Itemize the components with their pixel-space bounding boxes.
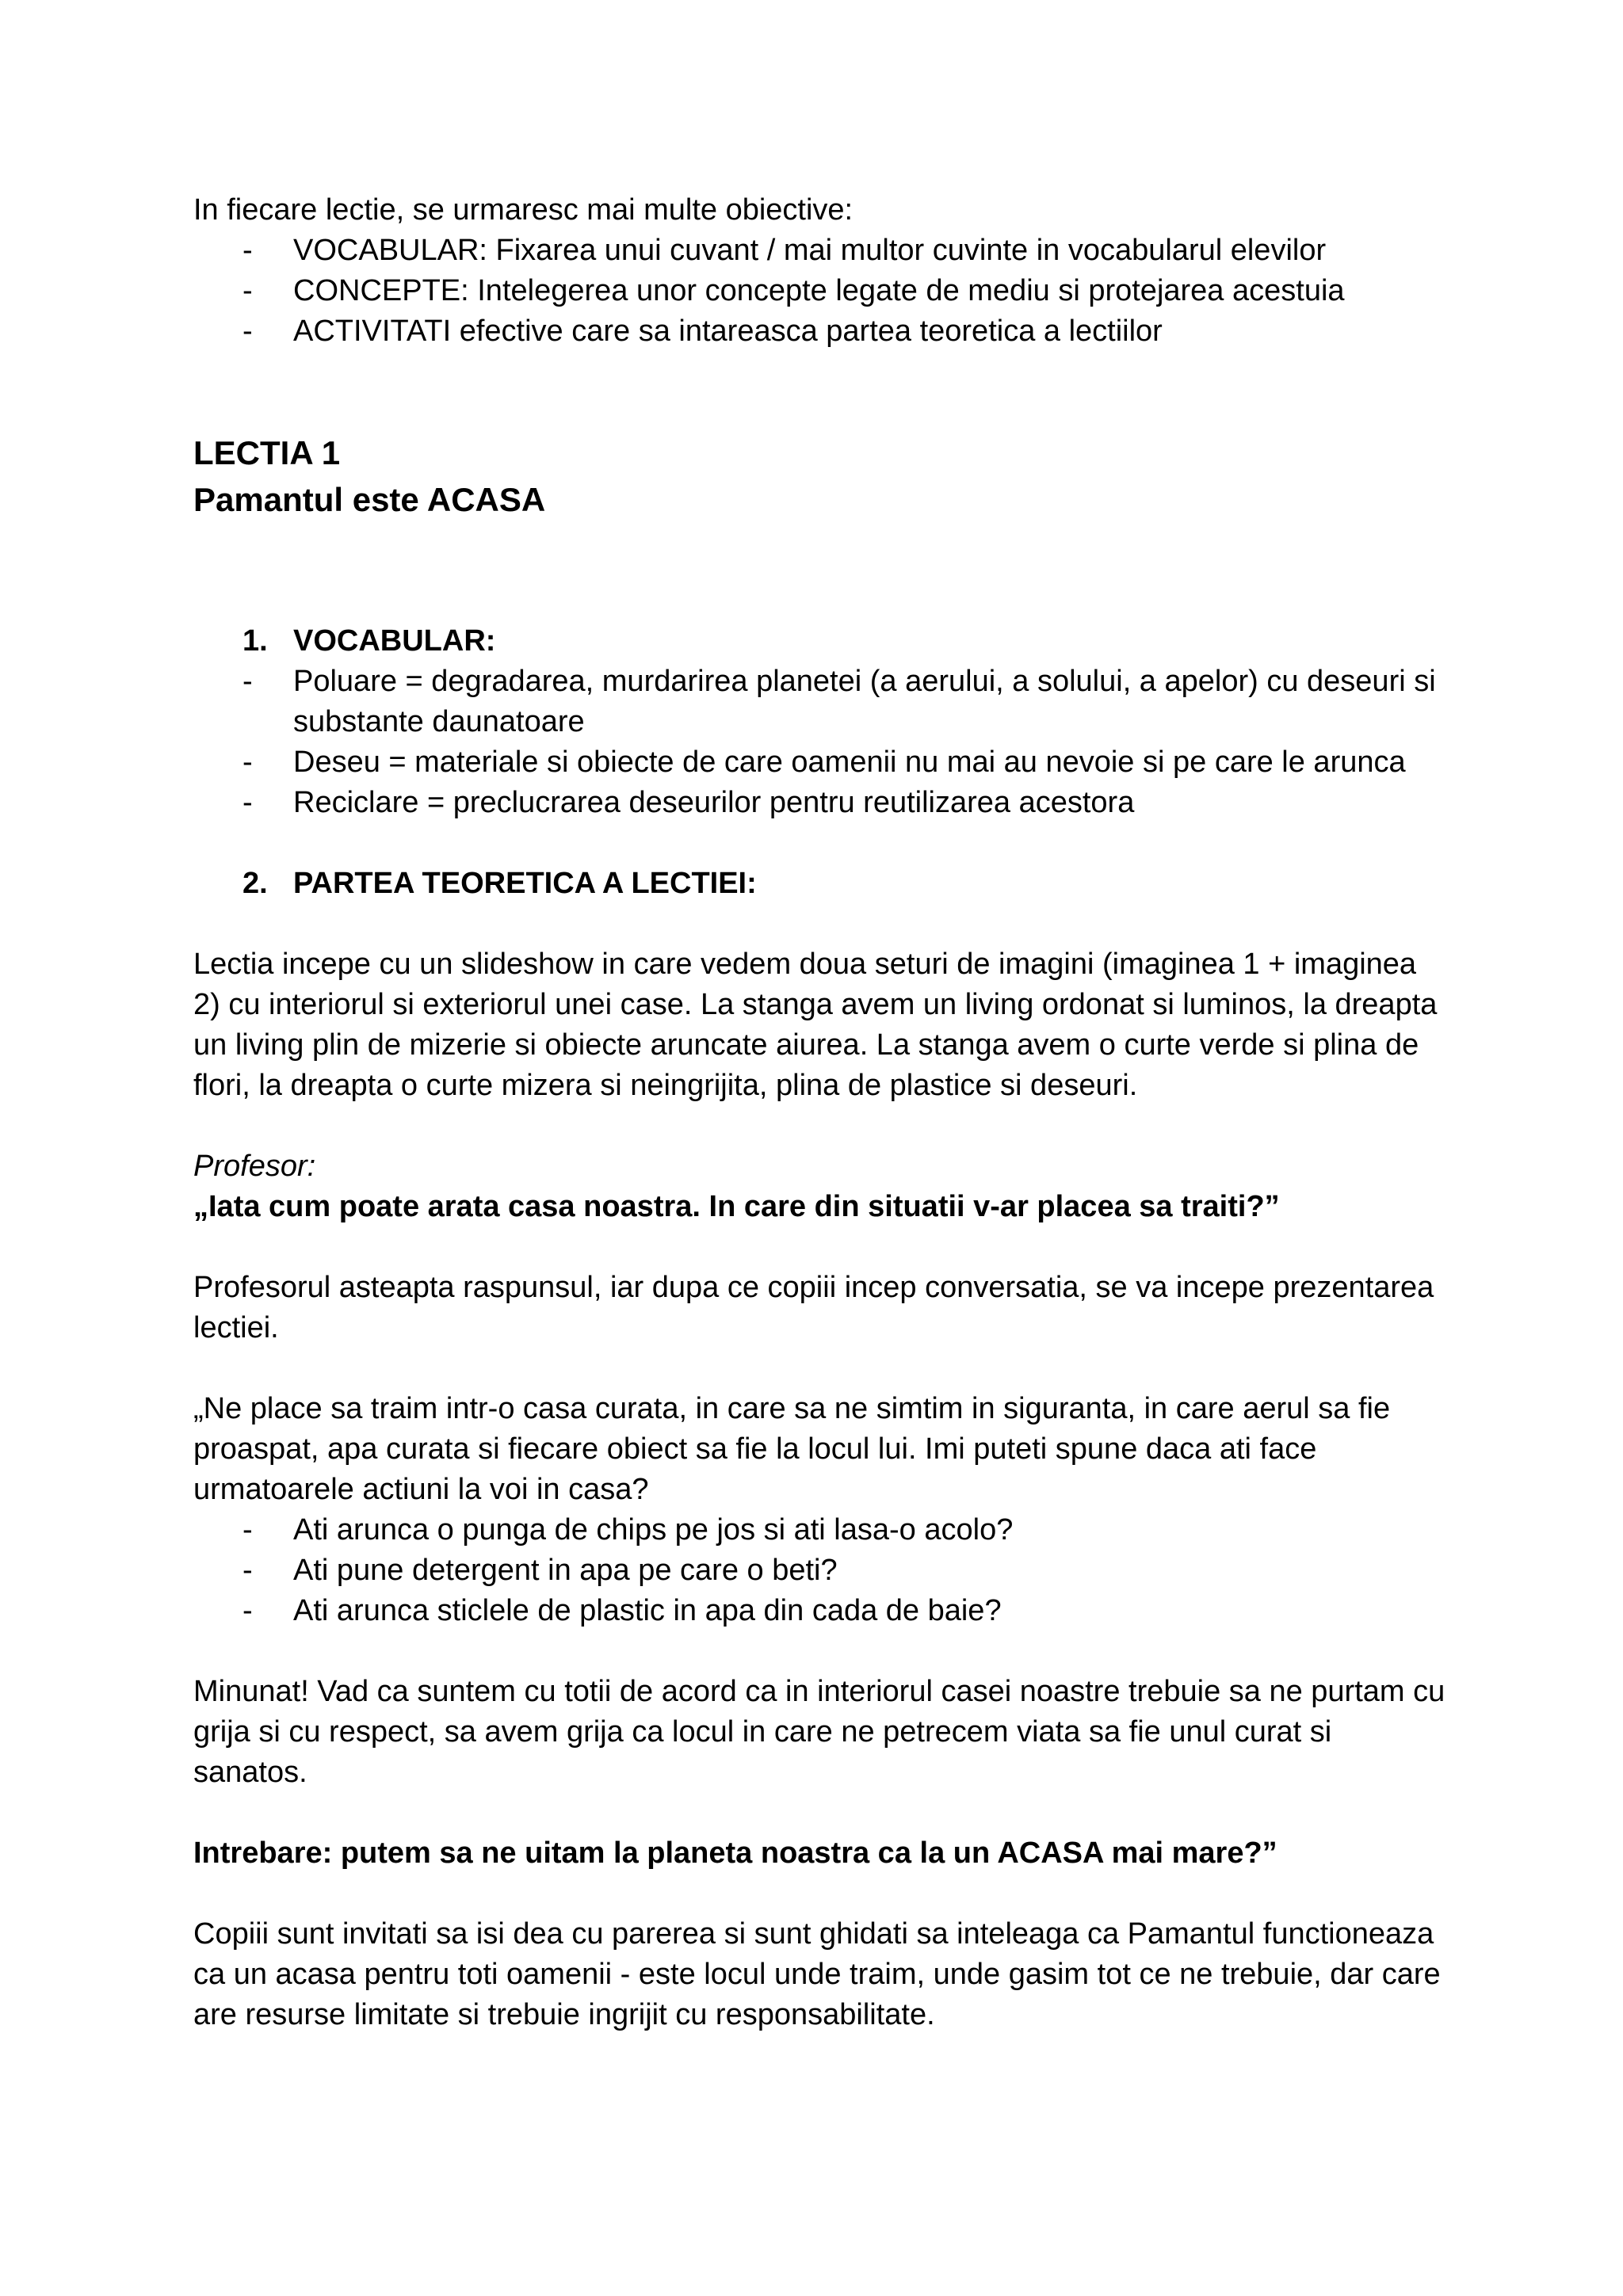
theory-paragraph: Copiii sunt invitati sa isi dea cu parerea si sunt ghidati sa inteleaga ca Pamantul functioneaza ca un acasa pentru toti oamenii - este locul unde traim, unde gasim tot ce ne trebuie, dar care are resurse limitate si trebuie ingrijit cu responsabilitate. — [193, 1917, 1441, 2031]
bullet-dash: - — [242, 1513, 253, 1547]
bullet-dash: - — [242, 234, 253, 267]
list-item: - Ati arunca sticlele de plastic in apa din cada de baie? — [193, 1591, 1445, 1631]
bullet-dash: - — [242, 315, 253, 348]
list-item: - CONCEPTE: Intelegerea unor concepte legate de mediu si protejarea acestuia — [193, 271, 1445, 311]
list-item: - Ati pune detergent in apa pe care o beti? — [193, 1550, 1445, 1591]
list-item: - Poluare = degradarea, murdarirea planetei (a aerului, a solului, a apelor) cu deseuri si substante daunatoare — [193, 662, 1445, 742]
key-question: Intrebare: putem sa ne uitam la planeta noastra ca la un ACASA mai mare?” — [193, 1836, 1277, 1870]
speaker-label: Profesor: — [193, 1150, 316, 1183]
actions-list — [193, 1510, 1445, 1631]
bullet-dash: - — [242, 1594, 253, 1627]
lesson-title: Pamantul este ACASA — [193, 481, 546, 518]
bullet-dash: - — [242, 274, 253, 307]
list-item: - ACTIVITATI efective care sa intareasca partea teoretica a lectiilor — [193, 311, 1445, 352]
bullet-dash: - — [242, 746, 253, 779]
lesson-number: LECTIA 1 — [193, 434, 341, 471]
objectives-list — [193, 231, 1445, 352]
document-page — [193, 190, 1445, 2035]
list-item: - Reciclare = preclucrarea deseurilor pentru reutilizarea acestora — [193, 783, 1445, 823]
bullet-dash: - — [242, 1554, 253, 1587]
bullet-dash: - — [242, 786, 253, 819]
theory-paragraph: Lectia incepe cu un slideshow in care vedem doua seturi de imagini (imaginea 1 + imaginea 2) cu interiorul si exteriorul unei case. La stanga avem un living ordonat si luminos, la dreapta un living plin de mizerie si obiecte aruncate aiurea. La stanga avem o curte verde si plina de flori, la dreapta o curte mizera si neingrijita, plina de plastice si deseuri. — [193, 948, 1438, 1102]
theory-paragraph: „Ne place sa traim intr-o casa curata, in care sa ne simtim in siguranta, in care aerul sa fie proaspat, apa curata si fiecare obiect sa fie la locul lui. Imi puteti spune daca ati face urmatoarele actiuni la voi in casa? — [193, 1392, 1391, 1506]
theory-heading: 2. PARTEA TEORETICA A LECTIEI: — [242, 867, 757, 900]
intro-text: In fiecare lectie, se urmaresc mai multe obiective: — [193, 193, 854, 227]
list-item: - Deseu = materiale si obiecte de care oamenii nu mai au nevoie si pe care le arunca — [193, 742, 1445, 783]
theory-paragraph: Profesorul asteapta raspunsul, iar dupa ce copiii incep conversatia, se va incepe prezentarea lectiei. — [193, 1271, 1434, 1344]
vocabulary-list — [193, 662, 1445, 823]
list-item: - Ati arunca o punga de chips pe jos si ati lasa-o acolo? — [193, 1510, 1445, 1550]
theory-paragraph: Minunat! Vad ca suntem cu totii de acord ca in interiorul casei noastre trebuie sa ne purtam cu grija si cu respect, sa avem grija ca locul in care ne petrecem viata sa fie unul curat si sanatos. — [193, 1675, 1445, 1789]
vocabulary-heading: 1. VOCABULAR: — [242, 624, 496, 658]
bullet-dash: - — [242, 665, 253, 698]
teacher-question: „Iata cum poate arata casa noastra. In care din situatii v-ar placea sa traiti?” — [193, 1190, 1280, 1223]
list-item: - VOCABULAR: Fixarea unui cuvant / mai multor cuvinte in vocabularul elevilor — [193, 231, 1445, 271]
